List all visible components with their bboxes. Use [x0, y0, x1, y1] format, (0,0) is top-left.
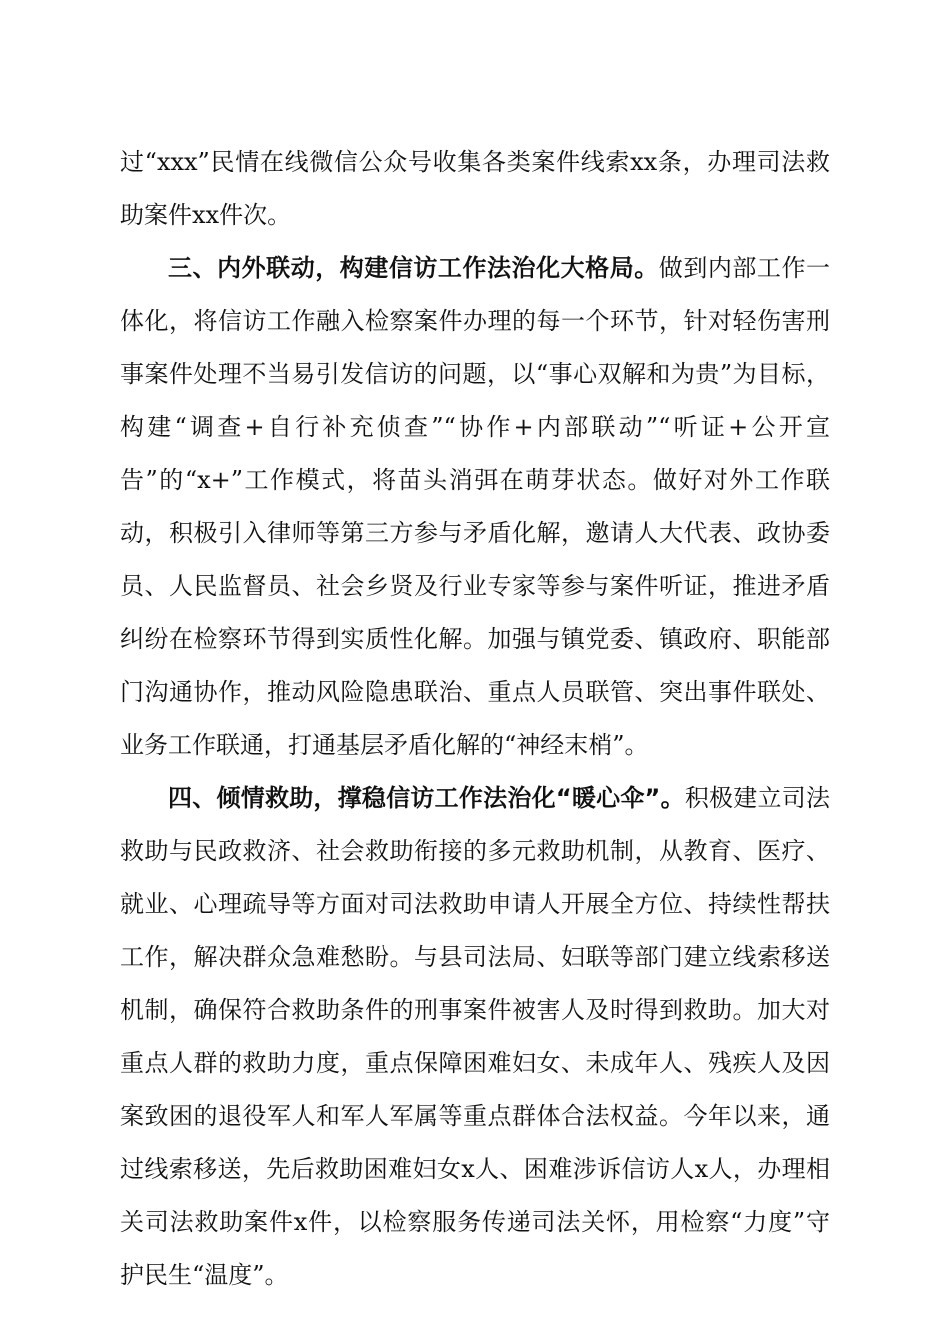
- section-heading: 三、内外联动，构建信访工作法治化大格局。: [168, 254, 659, 282]
- paragraph-section-three: [120, 242, 830, 772]
- paragraph-text: 过“xxx”民情在线微信公众号收集各类案件线索xx条，办理司法救助案件xx件次。: [120, 148, 830, 229]
- paragraph-section-four: [120, 772, 830, 1302]
- paragraph-text: 做到内部工作一体化，将信访工作融入检察案件办理的每一个环节，针对轻伤害刑事案件处理不当易引发信访的问题，以“事心双解和为贵”为目标，构建“调查+自行补充侦查”“协作+内部联动”“听证+公开宣告”的“x+”工作模式，将苗头消弭在萌芽状态。做好对外工作联动，积极引入律师等第三方参与矛盾化解，邀请人大代表、政协委员、人民监督员、社会乡贤及行业专家等参与案件听证，推进矛盾纠纷在检察环节得到实质性化解。加强与镇党委、镇政府、职能部门沟通协作，推动风险隐患联治、重点人员联管、突出事件联处、业务工作联通，打通基层矛盾化解的“神经末梢”。: [120, 254, 831, 759]
- paragraph-continuation: [120, 136, 830, 242]
- paragraph-text: 积极建立司法救助与民政救济、社会救助衔接的多元救助机制，从教育、医疗、就业、心理疏导等方面对司法救助申请人开展全方位、持续性帮扶工作，解决群众急难愁盼。与县司法局、妇联等部门建立线索移送机制，确保符合救助条件的刑事案件被害人及时得到救助。加大对重点人群的救助力度，重点保障困难妇女、未成年人、残疾人及因案致困的退役军人和军人军属等重点群体合法权益。今年以来，通过线索移送，先后救助困难妇女x人、困难涉诉信访人x人，办理相关司法救助案件x件，以检察服务传递司法关怀，用检察“力度”守护民生“温度”。: [120, 784, 831, 1289]
- section-heading: 四、倾情救助，撑稳信访工作法治化“暖心伞”。: [168, 784, 685, 812]
- document-body: [120, 136, 830, 1302]
